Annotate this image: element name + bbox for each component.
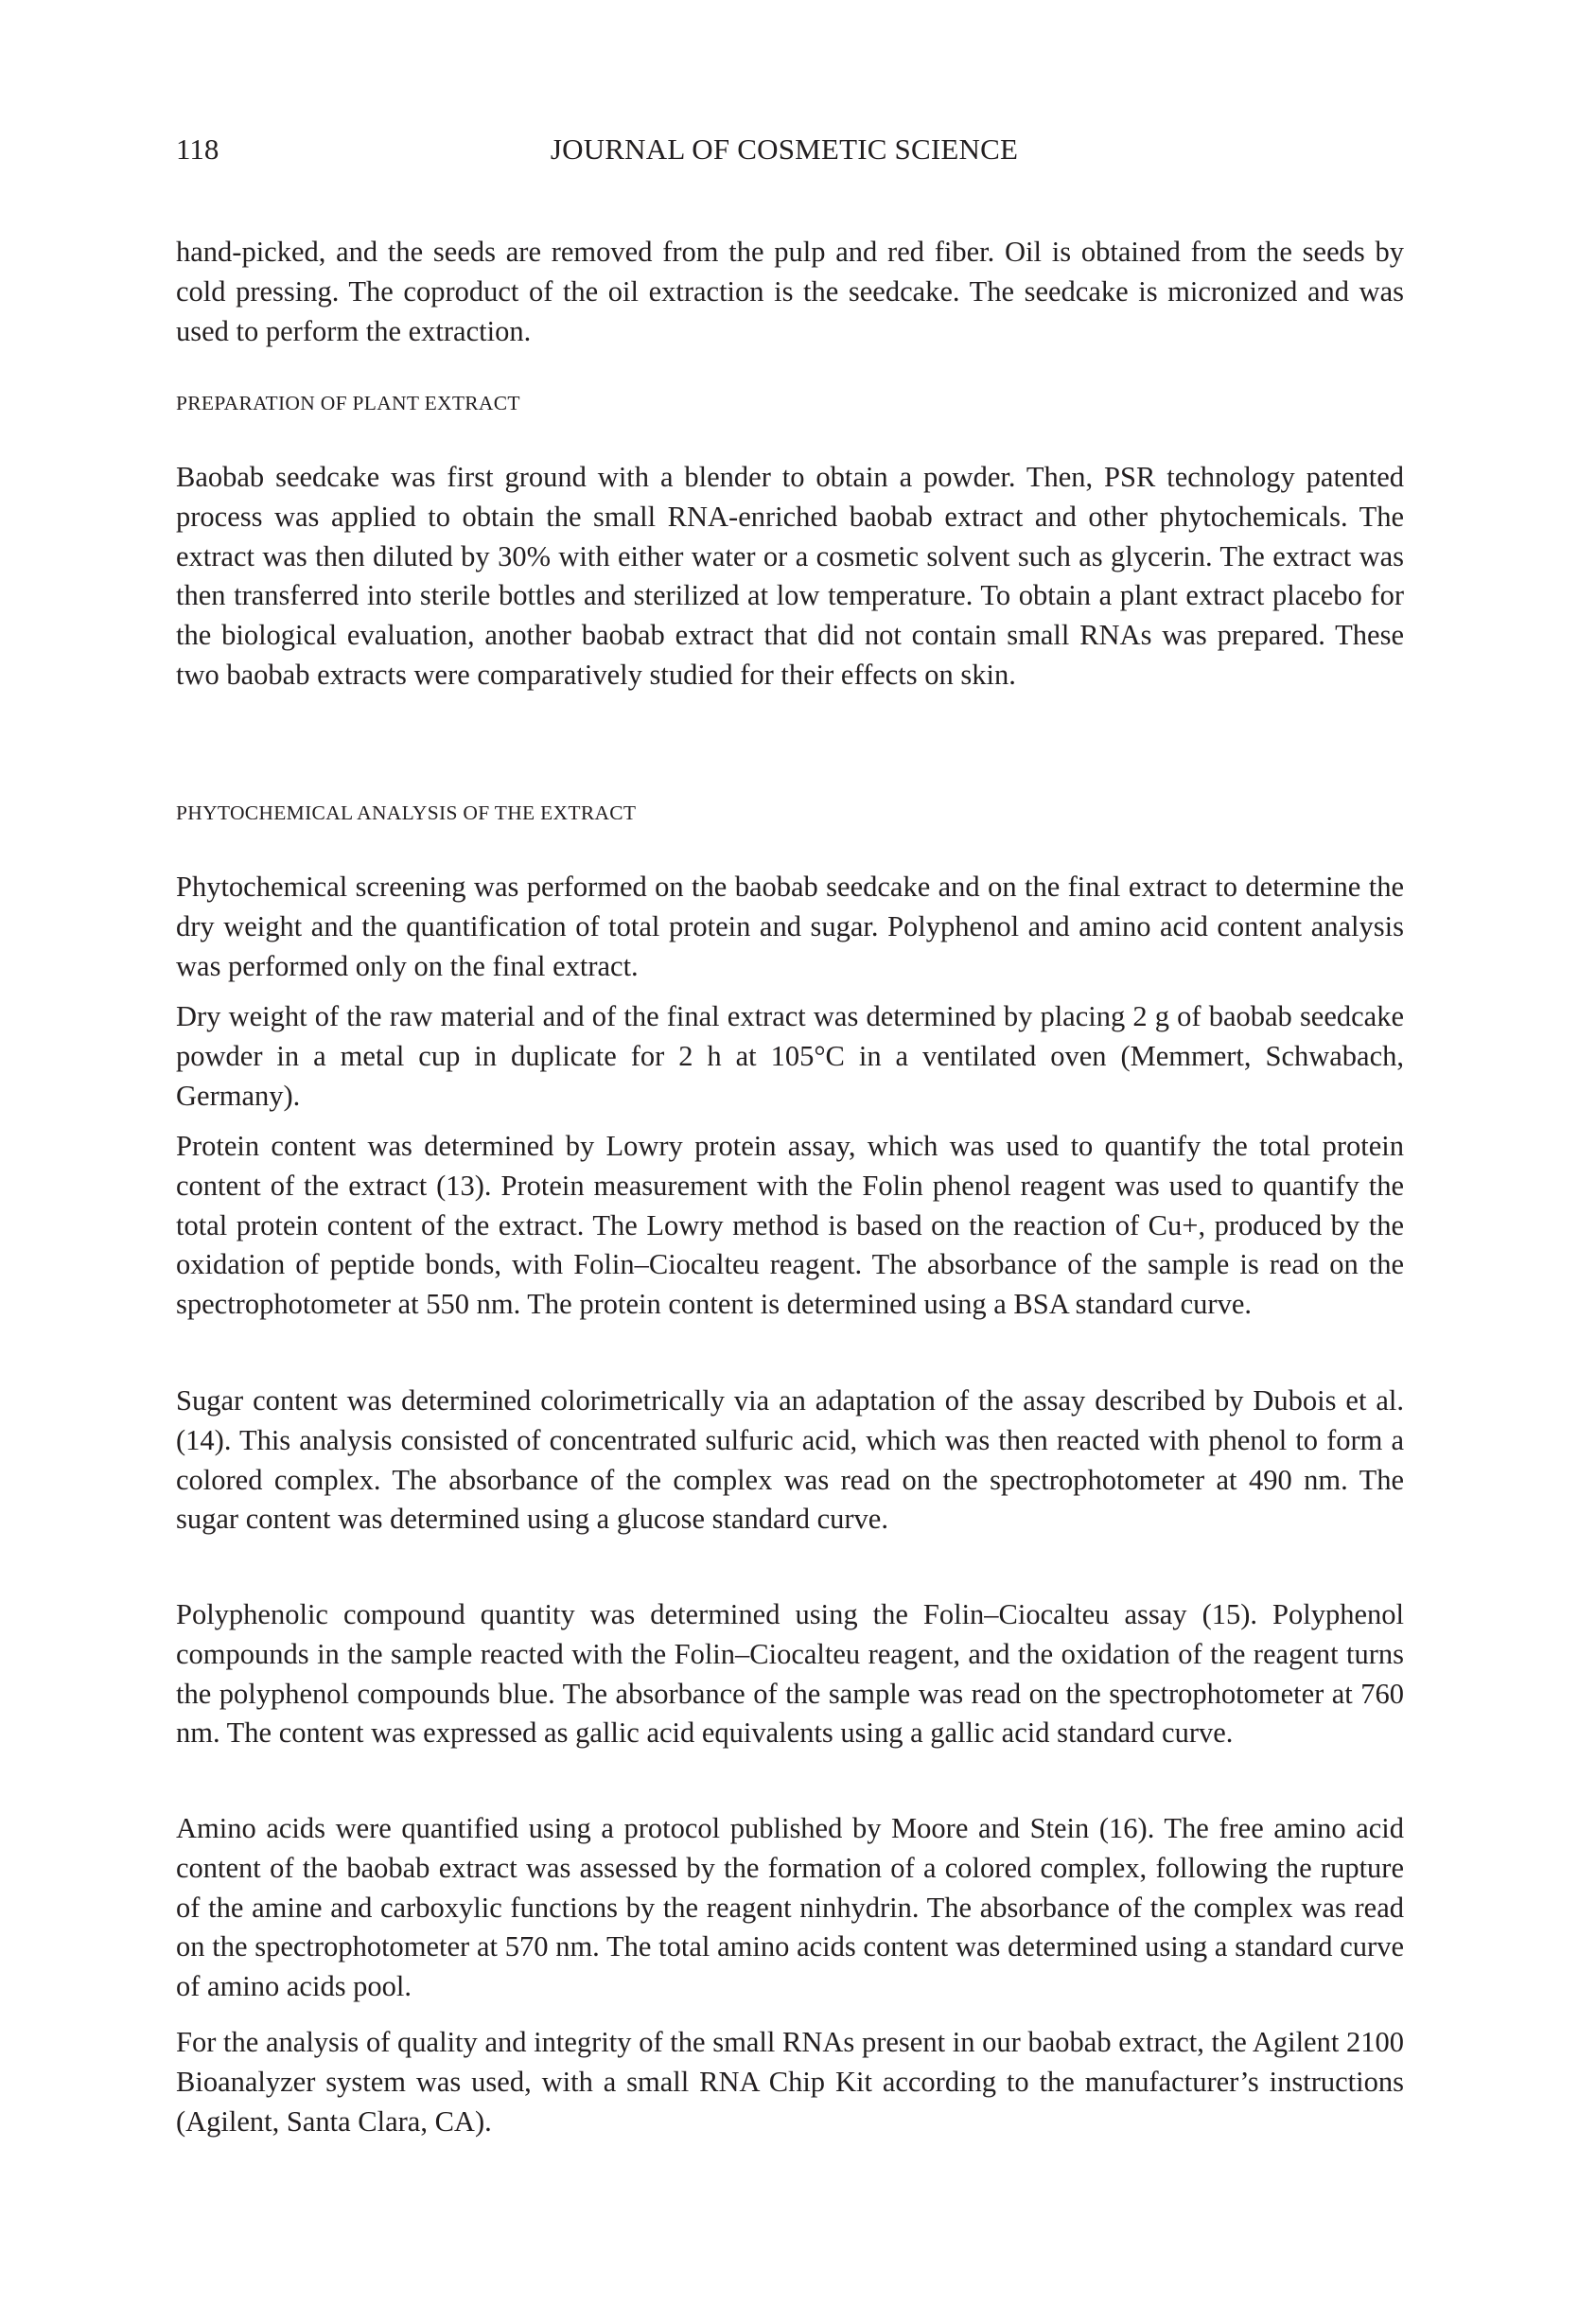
paragraph-polyphenol: Polyphenolic compound quantity was determined using the Folin–Ciocalteu assay (15). Polyphenol compounds in the sample reacted with the Folin–Ciocalteu reagent, and the oxidation of the reagent turns the polyphenol compounds blue. The absorbance of the sample was read on the spectrophotometer at 760 nm. The content was expressed as gallic acid equivalents using a gallic acid standard curve. [176, 1598, 1404, 1750]
section-heading-phytochemical-analysis: PHYTOCHEMICAL ANALYSIS OF THE EXTRACT [176, 801, 637, 824]
paragraph-sugar-content: Sugar content was determined colorimetrically via an adaptation of the assay described by Dubois et al. (14). This analysis consisted of concentrated sulfuric acid, which was then reacted with phenol to form a colored complex. The absorbance of the complex was read on the spectrophotometer at 490 nm. The sugar content was determined using a glucose standard curve. [176, 1384, 1404, 1536]
paragraph-dry-weight: Dry weight of the raw material and of the final extract was determined by placing 2 g of baobab seedcake powder in a metal cup in duplicate for 2 h at 105°C in a ventilated oven (Memmert, Schwabach, Germany). [176, 1000, 1404, 1112]
running-head [176, 131, 1404, 168]
paragraph-phytochemical-screening: Phytochemical screening was performed on the baobab seedcake and on the final extract to determine the dry weight and the quantification of total protein and sugar. Polyphenol and amino acid content analysis was performed only on the final extract. [176, 871, 1404, 982]
paragraph-protein-content: Protein content was determined by Lowry protein assay, which was used to quantify the total protein content of the extract (13). Protein measurement with the Folin phenol reagent was used to quantify the total protein content of the extract. The Lowry method is based on the reaction of Cu+, produced by the oxidation of peptide bonds, with Folin–Ciocalteu reagent. The absorbance of the sample is read on the spectrophotometer at 550 nm. The protein content is determined using a BSA standard curve. [176, 1130, 1404, 1321]
paragraph-amino-acids: Amino acids were quantified using a protocol published by Moore and Stein (16). The free amino acid content of the baobab extract was assessed by the formation of a colored complex, following the rupture of the amine and carboxylic functions by the reagent ninhydrin. The absorbance of the complex was read on the spectrophotometer at 570 nm. The total amino acids content was determined using a standard curve of amino acids pool. [176, 1812, 1404, 2003]
paragraph-small-rna-analysis: For the analysis of quality and integrity of the small RNAs present in our baobab extract, the Agilent 2100 Bioanalyzer system was used, with a small RNA Chip Kit according to the manufacturer’s instructions (Agilent, Santa Clara, CA). [176, 2026, 1404, 2138]
intro-paragraph: hand-picked, and the seeds are removed from the pulp and red fiber. Oil is obtained from the seeds by cold pressing. The coproduct of the oil extraction is the seedcake. The seedcake is micronized and was used to perform the extraction. [176, 236, 1404, 347]
journal-title: JOURNAL OF COSMETIC SCIENCE [550, 132, 1019, 166]
section-heading-preparation: PREPARATION OF PLANT EXTRACT [176, 392, 520, 414]
paragraph-preparation: Baobab seedcake was first ground with a blender to obtain a powder. Then, PSR technology patented process was applied to obtain the small RNA-enriched baobab extract and other phytochemicals. The extract was then diluted by 30% with either water or a cosmetic solvent such as glycerin. The extract was then transferred into sterile bottles and sterilized at low temperature. To obtain a plant extract placebo for the biological evaluation, another baobab extract that did not contain small RNAs was prepared. These two baobab extracts were comparatively studied for their effects on skin. [176, 461, 1404, 691]
page-number: 118 [176, 132, 219, 166]
